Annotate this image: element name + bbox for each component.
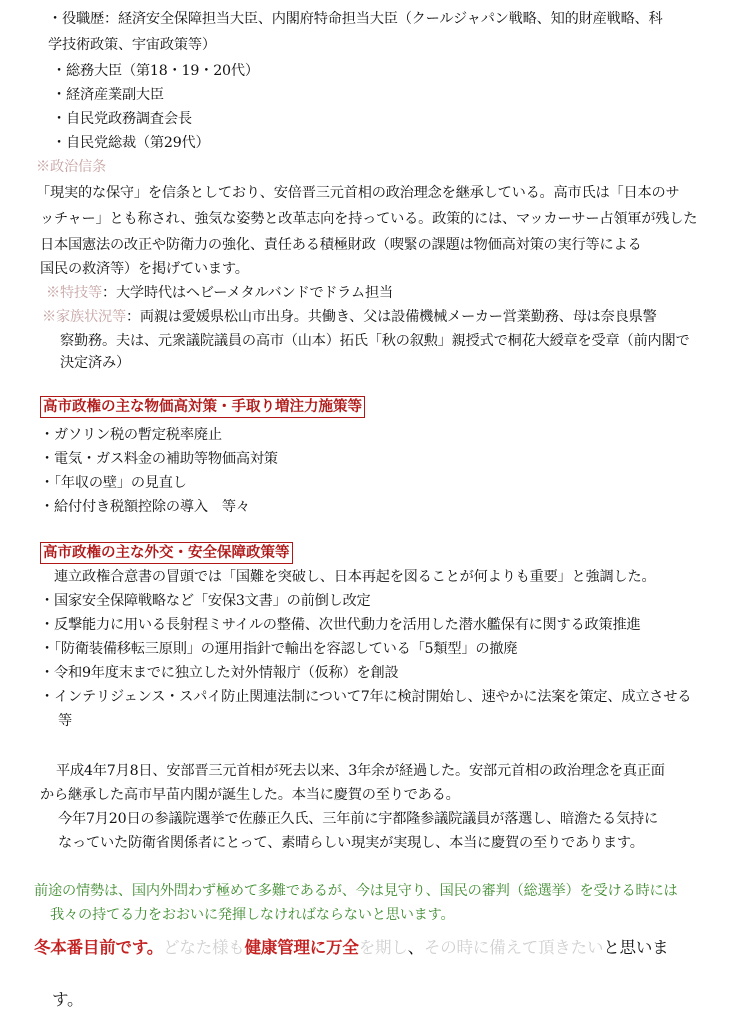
career-line: 学技術政策、宇宙政策等） [48,37,216,53]
closing-line: から継承した高市早苗内閣が誕生した。本当に慶賀の至りである。 [40,787,460,803]
skill-label: ※特技等 [46,285,102,301]
security-intro: 連立政権合意書の冒頭では「国難を突破し、日本再起を図ることが何よりも重要」と強調した。 [54,569,656,585]
skill-line [46,282,393,304]
closing-line: なっていた防衛省関係者にとって、素晴らしい現実が実現し、本当に慶賀の至りであります。 [58,835,644,851]
belief-line: 「現実的な保守」を信条としており、安倍晋三元首相の政治理念を継承している。高市氏は「日本のサ [36,185,680,201]
family-line [42,306,657,328]
career-line: ・役職歴：経済安全保障担当大臣、内閣府特命担当大臣（クールジャパン戦略、知的財産戦略、科 [48,11,663,27]
security-item: ・令和9年度末までに独立した対外情報庁（仮称）を創設 [40,665,399,681]
skill-text: ：大学時代はヘビーメタルバンドでドラム担当 [101,285,393,301]
outlook-line: 前途の情勢は、国内外問わず極めて多難であるが、今は見守り、国民の審判（総選挙）を受ける時には [34,883,678,899]
security-item: ・インテリジェンス・スパイ防止関連法制について7年に検討開始し、速やかに法案を策定、成立させる [40,689,692,705]
final-part: その時に備えて頂きたい [423,938,604,957]
prices-heading: 高市政権の主な物価高対策・手取り増注力施策等 [40,396,365,418]
final-message-end: す。 [52,990,84,1009]
belief-line: 日本国憲法の改正や防衛力の強化、責任ある積極財政（喫緊の課題は物価高対策の実行等による [40,237,642,253]
belief-label: ※政治信条 [36,159,106,175]
security-heading: 高市政権の主な外交・安全保障政策等 [40,542,293,564]
final-part: と思いま [603,938,669,957]
final-part: 、 [407,938,424,957]
final-part: どなた様も [163,938,245,957]
career-item: ・経済産業副大臣 [52,87,164,103]
prices-item: ・「年収の壁」の見直し [40,475,187,491]
security-item: ・国家安全保障戦略など「安保3文書」の前倒し改定 [40,593,371,609]
family-line: 察勤務。夫は、元衆議院議員の高市（山本）拓氏「秋の叙勲」親授式で桐花大綬章を受章（前内閣で [60,333,690,349]
family-text: ：両親は愛媛県松山市出身。共働き、父は設備機械メーカー営業勤務、母は奈良県警 [125,309,657,325]
career-item: ・総務大臣（第18・19・20代） [52,63,259,79]
closing-line: 平成4年7月8日、安部晋三元首相が死去以来、3年余が経過した。安部元首相の政治理念を真正面 [56,763,665,779]
prices-item: ・電気・ガス料金の補助等物価高対策 [40,451,278,467]
career-item: ・自民党政務調査会長 [52,111,192,127]
security-item: ・「防衛装備移転三原則」の運用指針で輸出を容認している「5類型」の撤廃 [40,641,518,657]
belief-line: ッチャー」とも称され、強気な姿勢と改革志向を持っている。政策的には、マッカーサー占領軍が残した [40,211,698,227]
final-part: 冬本番目前です。 [34,938,164,957]
prices-item: ・ガソリン税の暫定税率廃止 [40,427,222,443]
prices-item: ・給付付き税額控除の導入 等々 [40,499,250,515]
outlook-line: 我々の持てる力をおおいに発揮しなければならないと思います。 [50,907,455,923]
closing-line: 今年7月20日の参議院選挙で佐藤正久氏、三年前に宇都隆参議院議員が落選し、暗澹たる気持に [58,811,658,827]
security-tail: 等 [58,713,72,729]
final-message [34,936,668,960]
career-item: ・自民党総裁（第29代） [52,135,210,151]
final-part: を期し [358,938,408,957]
security-item: ・反撃能力に用いる長射程ミサイルの整備、次世代動力を活用した潜水艦保有に関する政策推進 [40,617,641,633]
family-label: ※家族状況等 [42,309,126,325]
final-part: 健康管理に万全 [244,938,359,957]
family-line: 決定済み） [60,355,130,371]
belief-line: 国民の救済等）を掲げています。 [40,261,249,277]
